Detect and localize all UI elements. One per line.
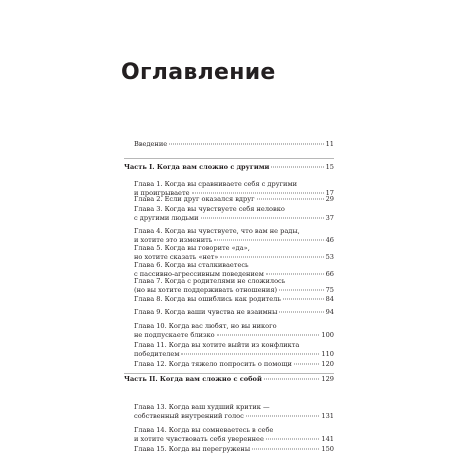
toc-entry-text: Часть I. Когда вам сложно с другими <box>124 163 270 171</box>
toc-entry-text: Введение <box>134 140 168 148</box>
toc-title: Оглавление <box>121 60 276 85</box>
toc-entry-text: победителем <box>134 349 180 358</box>
toc-page-number: 15 <box>325 163 334 171</box>
toc-page-number: 37 <box>325 213 334 222</box>
toc-part-entry[interactable] <box>124 163 334 172</box>
toc-chapter-entry[interactable] <box>124 244 334 261</box>
toc-chapter-entry[interactable] <box>124 445 334 454</box>
toc-entry-text: Часть II. Когда вам сложно с собой <box>124 375 262 383</box>
toc-leader-dots <box>192 192 324 193</box>
toc-chapter-entry[interactable] <box>124 140 334 149</box>
toc-entry-text: Глава 10. Когда вас любят, но вы никого <box>134 322 277 330</box>
toc-part-entry[interactable] <box>124 375 334 384</box>
toc-entry-text: и проигрываете <box>134 188 190 197</box>
toc-page-number: 129 <box>321 375 334 383</box>
toc-entry-text: и хотите чувствовать себя увереннее <box>134 434 264 443</box>
toc-page-number: 75 <box>325 285 334 294</box>
toc-entry-text: Глава 14. Когда вы сомневаетесь в себе <box>134 426 274 434</box>
toc-page-number: 120 <box>321 360 334 368</box>
toc-chapter-entry[interactable] <box>124 227 334 244</box>
toc-leader-dots <box>246 415 320 416</box>
toc-page-number: 94 <box>325 308 334 316</box>
toc-divider <box>124 158 334 159</box>
toc-page-number: 11 <box>325 140 334 148</box>
toc-leader-dots <box>252 449 319 450</box>
toc-leader-dots <box>266 273 324 274</box>
toc-chapter-entry[interactable] <box>124 426 334 443</box>
toc-entry-text: Глава 6. Когда вы сталкиваетесь <box>134 261 249 269</box>
toc-leader-dots <box>294 364 320 365</box>
toc-entry-text: Глава 13. Когда ваш худший критик — <box>134 403 270 411</box>
toc-chapter-entry[interactable] <box>124 295 334 304</box>
toc-page-number: 110 <box>321 349 334 358</box>
toc-leader-dots <box>220 256 323 257</box>
toc-page-number: 66 <box>325 269 334 278</box>
toc-entry-text: Глава 1. Когда вы сравниваете себя с другими <box>134 180 297 188</box>
toc-page-number: 53 <box>325 252 334 261</box>
toc-leader-dots <box>214 239 323 240</box>
toc-chapter-entry[interactable] <box>124 360 334 369</box>
toc-leader-dots <box>169 144 323 145</box>
toc-leader-dots <box>217 334 320 335</box>
toc-leader-dots <box>266 438 320 439</box>
toc-entry-text: Глава 11. Когда вы хотите выйти из конфликта <box>134 341 300 349</box>
toc-entry-text: Глава 2. Если друг оказался вдруг <box>134 195 255 203</box>
toc-leader-dots <box>264 379 320 380</box>
toc-entry-text: Глава 12. Когда тяжело попросить о помощи <box>134 360 292 368</box>
toc-chapter-entry[interactable] <box>124 308 334 317</box>
toc-entry-text: Глава 3. Когда вы чувствуете себя неловко <box>134 205 285 213</box>
toc-entry-text: Глава 4. Когда вы чувствуете, что вам не рады, <box>134 227 300 235</box>
toc-entry-text: Глава 5. Когда вы говорите «да», <box>134 244 250 252</box>
toc-page-number: 131 <box>321 411 334 420</box>
toc-leader-dots <box>201 217 324 218</box>
toc-chapter-entry[interactable] <box>124 195 334 204</box>
toc-page-number: 17 <box>325 188 334 197</box>
toc-leader-dots <box>181 353 319 354</box>
toc-chapter-entry[interactable] <box>124 322 334 339</box>
toc-entry-text: Глава 15. Когда вы перегружены <box>134 445 251 453</box>
toc-page-number: 29 <box>325 195 334 203</box>
toc-entry-text: с другими людьми <box>134 213 199 222</box>
toc-page-number: 150 <box>321 445 334 453</box>
toc-chapter-entry[interactable] <box>124 277 334 294</box>
toc-chapter-entry[interactable] <box>124 403 334 420</box>
toc-chapter-entry[interactable] <box>124 341 334 358</box>
toc-page-number: 46 <box>325 235 334 244</box>
toc-page-number: 84 <box>325 295 334 303</box>
toc-leader-dots <box>257 199 324 200</box>
toc-entry-text: собственный внутренний голос <box>134 411 244 420</box>
toc-page-number: 100 <box>321 330 334 339</box>
toc-entry-text: не подпускаете близко <box>134 330 215 339</box>
toc-entry-text: и хотите это изменить <box>134 235 213 244</box>
toc-entry-text: Глава 7. Когда с родителями не сложилось <box>134 277 286 285</box>
toc-page-number: 141 <box>321 434 334 443</box>
toc-entry-text: Глава 8. Когда вы ошиблись как родитель <box>134 295 281 303</box>
toc-entry-text: с пассивно-агрессивным поведением <box>134 269 264 278</box>
toc-entry-text: но хотите сказать «нет» <box>134 252 219 261</box>
toc-entry-text: (но вы хотите поддерживать отношения) <box>134 285 278 294</box>
toc-divider <box>124 373 334 374</box>
toc-leader-dots <box>271 167 323 168</box>
toc-chapter-entry[interactable] <box>124 261 334 278</box>
toc-leader-dots <box>283 299 324 300</box>
toc-chapter-entry[interactable] <box>124 205 334 222</box>
toc-leader-dots <box>279 289 324 290</box>
toc-entry-text: Глава 9. Когда ваши чувства не взаимны <box>134 308 278 316</box>
toc-leader-dots <box>279 312 323 313</box>
